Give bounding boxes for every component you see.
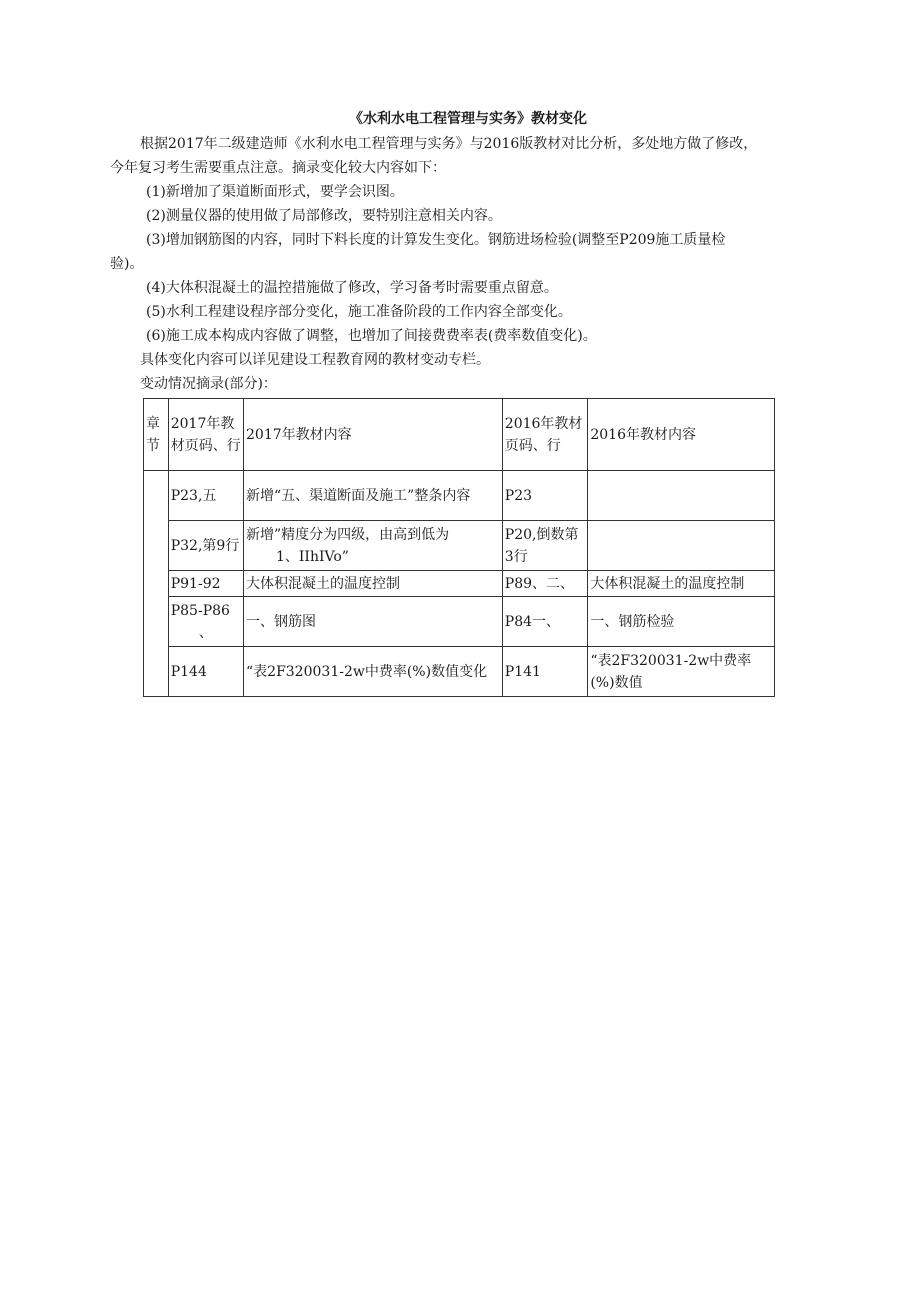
intro-paragraph [110, 132, 826, 180]
header-page-2017: 2017年教材页码、行 [168, 399, 243, 471]
cell-content-2017 [244, 521, 503, 571]
cell-content-2016 [588, 521, 775, 571]
list-item: (4)大体积混凝土的温控措施做了修改，学习备考时需要重点留意。 [146, 280, 558, 296]
cell-text: 、 [198, 624, 213, 641]
cell-content-2016: “表2F320031-2w中费率(%)数值 [588, 647, 775, 697]
list-item: (1)新增加了渠道断面形式，要学会识图。 [146, 184, 404, 200]
intro-line-2: 今年复习考生需要重点注意。摘录变化较大内容如下： [110, 160, 446, 176]
cell-text: 1、IIhIVo” [276, 548, 349, 565]
cell-content-2017: 一、钢筋图 [244, 597, 503, 647]
table-caption: 变动情况摘录(部分)： [140, 376, 277, 392]
cell-page-2016: P84一、 [502, 597, 588, 647]
list-item: (5)水利工程建设程序部分变化，施工准备阶段的工作内容全部变化。 [146, 304, 572, 320]
list-item-continuation: 验)。 [110, 256, 144, 272]
cell-text: P85-P86 [170, 602, 230, 619]
changes-table-wrapper [143, 398, 826, 697]
cell-page-2017: P91-92 [168, 571, 243, 597]
cell-page-2017 [168, 597, 243, 647]
cell-content-2016 [588, 471, 775, 521]
header-page-2016: 2016年教材页码、行 [502, 399, 588, 471]
intro-line-1: 根据2017年二级建造师《水利水电工程管理与实务》与2016版教材对比分析，多处地方做了修改， [140, 136, 758, 152]
cell-page-2016: P23 [502, 471, 588, 521]
table-row [144, 521, 775, 571]
cell-content-2016: 大体积混凝土的温度控制 [588, 571, 775, 597]
cell-page-2017: P144 [168, 647, 243, 697]
changes-table [143, 398, 775, 697]
cell-page-2016: P141 [502, 647, 588, 697]
table-row [144, 597, 775, 647]
table-row [144, 647, 775, 697]
cell-page-2016: P20,倒数第3行 [502, 521, 588, 571]
header-content-2016: 2016年教材内容 [588, 399, 775, 471]
cell-page-2017: P32,第9行 [168, 521, 243, 571]
list-item [110, 228, 826, 276]
chapter-cell [144, 471, 169, 697]
cell-page-2017: P23,五 [168, 471, 243, 521]
header-chapter: 章节 [144, 399, 169, 471]
table-header-row [144, 399, 775, 471]
list-item: (2)测量仪器的使用做了局部修改，要特别注意相关内容。 [146, 208, 502, 224]
table-row [144, 571, 775, 597]
cell-text: 新增”精度分为四级，由高到低为 [246, 526, 450, 543]
detail-note: 具体变化内容可以详见建设工程教育网的教材变动专栏。 [140, 352, 490, 368]
cell-content-2016: 一、钢筋检验 [588, 597, 775, 647]
cell-content-2017: 大体积混凝土的温度控制 [244, 571, 503, 597]
header-content-2017: 2017年教材内容 [244, 399, 503, 471]
cell-page-2016: P89、二、 [502, 571, 588, 597]
cell-content-2017: 新增“五、渠道断面及施工”整条内容 [244, 471, 503, 521]
document-title: 《水利水电工程管理与实务》教材变化 [349, 111, 587, 127]
list-item: (6)施工成本构成内容做了调整，也增加了间接费费率表(费率数值变化)。 [146, 328, 597, 344]
document-page [110, 108, 826, 697]
table-row [144, 471, 775, 521]
list-item-text: (3)增加钢筋图的内容，同时下料长度的计算发生变化。钢筋进场检验(调整至P209施工质量检 [146, 232, 726, 248]
cell-content-2017: “表2F320031-2w中费率(%)数值变化 [244, 647, 503, 697]
